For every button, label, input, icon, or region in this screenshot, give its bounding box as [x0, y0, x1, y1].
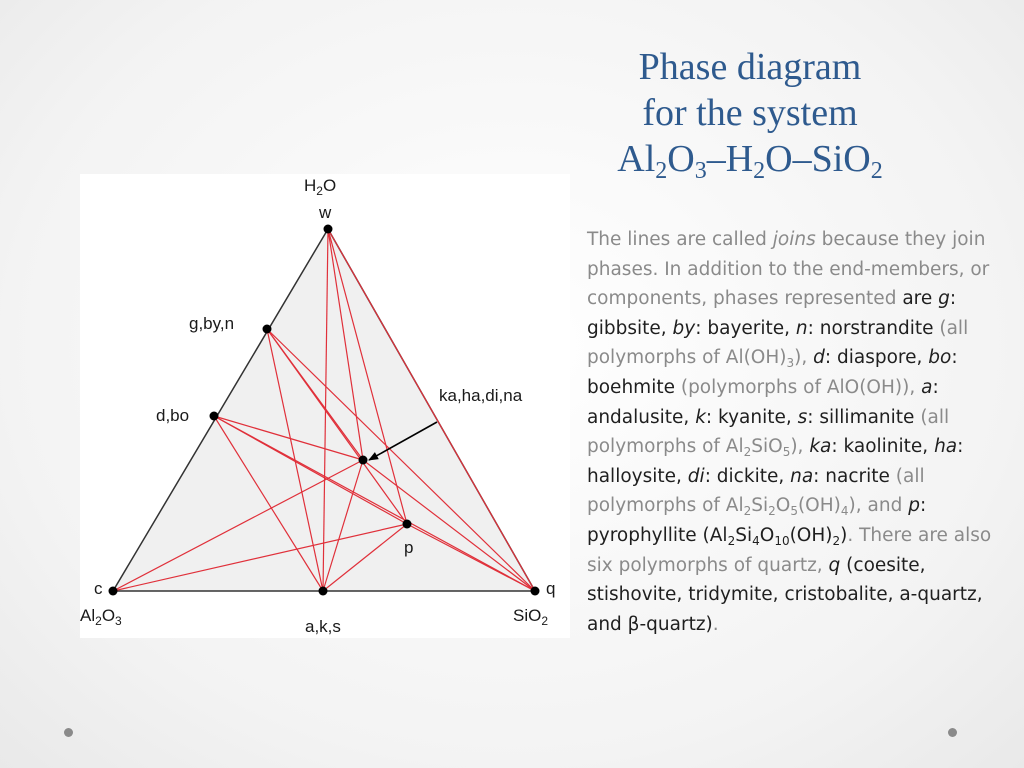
- label-h2o: $H_2O$: [304, 176, 337, 198]
- phase-point-q: [531, 587, 540, 596]
- label-d-bo: d,bo: [156, 406, 190, 425]
- slide-dot-right: [948, 728, 957, 737]
- phase-point-c: [109, 587, 118, 596]
- label-g-by-n: g,by,n: [189, 314, 235, 333]
- label-p: p: [404, 538, 414, 557]
- phase-point-dbo: [210, 412, 219, 421]
- description-text: The lines are called joins because they join phases. In addition to the end-members, or components, phases represented are g: gibbsite, by: bayerite, n: norstrandite (all polymorphs of $Al(OH)_3$), d: diaspore, bo: boehmite (polymorphs of AlO(OH)), a: andalusite, k: kyanite, s: sillimanite (all polymorphs of $Al_2SiO_5$), ka: kaolinite, ha: halloysite, di: dickite, na: nacrite (all polymorphs of $Al_2Si_2O_5(OH)_4$), and p: pyrophyllite $(Al_2Si_4O_{10}(OH)_2)$. There are also six polymorphs of quartz, q (coesite, stishovite, tridymite, cristobalite, a-quartz, and β-quartz).: [587, 229, 992, 635]
- slide-title: [580, 44, 920, 182]
- phase-point-aks: [319, 587, 328, 596]
- label-q: q: [546, 579, 556, 598]
- label-sio2: SiO$_2$: [513, 606, 549, 628]
- phase-point-w: [324, 225, 333, 234]
- title-line-2: for the system: [642, 92, 858, 134]
- ternary-phase-diagram: [80, 174, 570, 638]
- title-line-1: Phase diagram: [638, 46, 862, 88]
- label-a-k-s: a,k,s: [305, 617, 341, 636]
- label-al2o3: $Al_2O_3$: [80, 606, 122, 628]
- slide-dot-left: [64, 728, 73, 737]
- phase-point-ka: [359, 456, 368, 465]
- label-w: w: [319, 203, 332, 222]
- phase-point-p: [403, 520, 412, 529]
- title-formula: $Al_2O_3-H_2O-SiO_2$: [617, 138, 883, 184]
- label-ka-ha-di-na: ka,ha,di,na: [439, 386, 523, 405]
- diagram-canvas: [80, 174, 570, 638]
- phase-point-gbyn: [263, 325, 272, 334]
- label-c: c: [94, 579, 103, 598]
